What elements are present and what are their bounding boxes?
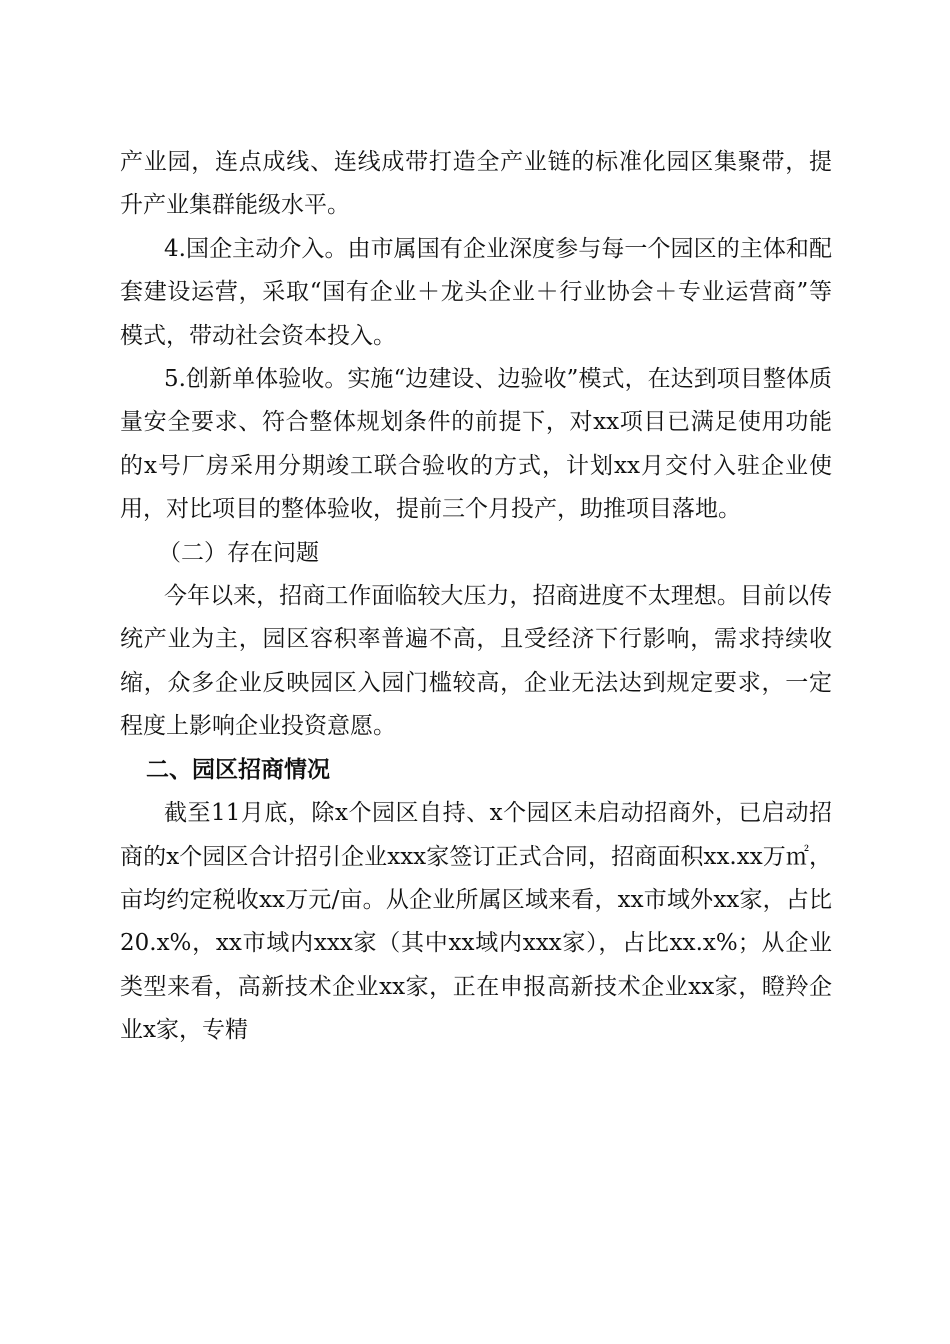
- paragraph-problems: 今年以来，招商工作面临较大压力，招商进度不太理想。目前以传统产业为主，园区容积率普遍不高，且受经济下行影响，需求持续收缩，众多企业反映园区入园门槛较高，企业无法达到规定要求，一定程度上影响企业投资意愿。: [120, 583, 832, 740]
- paragraph-acceptance: 5.创新单体验收。实施“边建设、边验收”模式，在达到项目整体质量安全要求、符合整体规划条件的前提下，对xx项目已满足使用功能的x号厂房采用分期竣工联合验收的方式，计划xx月交付入驻企业使用，对比项目的整体验收，提前三个月投产，助推项目落地。: [120, 366, 832, 523]
- section-heading-problems: （二）存在问题: [158, 539, 319, 566]
- document-body: [120, 141, 832, 1053]
- paragraph-continuation: 产业园，连点成线、连线成带打造全产业链的标准化园区集聚带，提升产业集群能级水平。: [120, 149, 832, 219]
- paragraph-state-enterprise: 4.国企主动介入。由市属国有企业深度参与每一个园区的主体和配套建设运营，采取“国有企业＋龙头企业＋行业协会＋专业运营商”等模式，带动社会资本投入。: [120, 235, 832, 349]
- section-heading-investment: 二、园区招商情况: [146, 756, 330, 783]
- paragraph-investment: 截至11月底，除x个园区自持、x个园区未启动招商外，已启动招商的x个园区合计招引企业xxx家签订正式合同，招商面积xx.xx万㎡，亩均约定税收xx万元/亩。从企业所属区域来看，xx市域外xx家，占比20.x%，xx市域内xxx家（其中xx域内xxx家），占比xx.x%；从企业类型来看，高新技术企业xx家，正在申报高新技术企业xx家，瞪羚企业x家，专精: [120, 800, 832, 1044]
